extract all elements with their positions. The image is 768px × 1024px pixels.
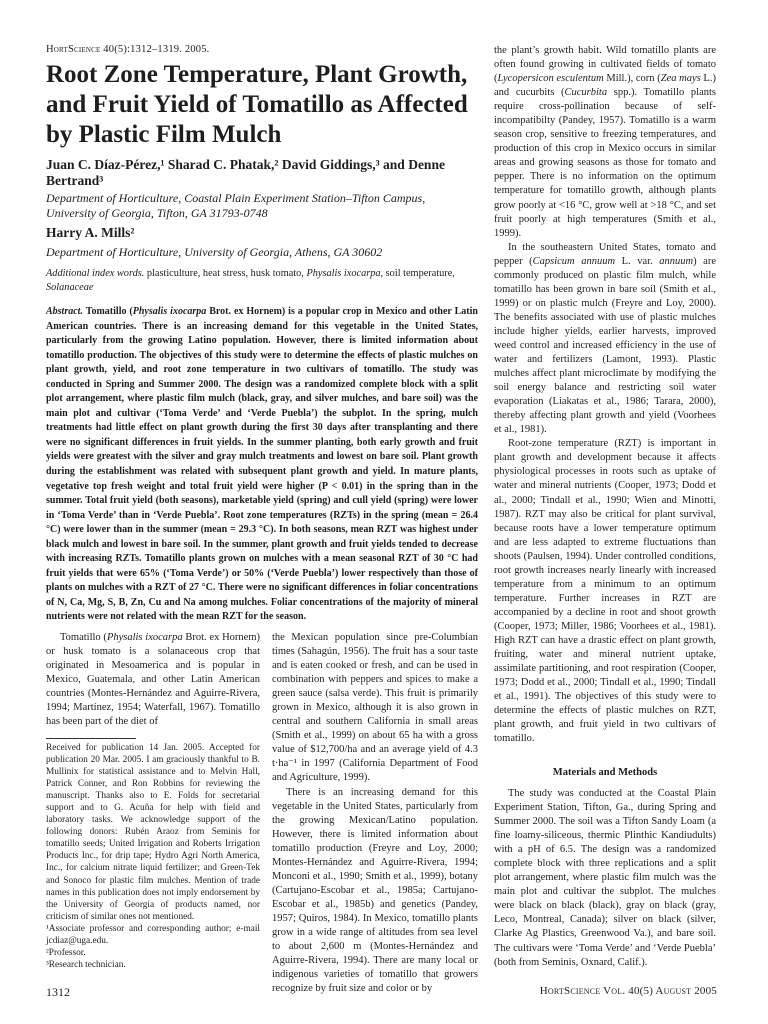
index-words-label: Additional index words. xyxy=(46,268,145,279)
footnote-divider xyxy=(46,738,136,739)
footnote-1: ¹Associate professor and corresponding author; e-mail jcdiaz@uga.edu. xyxy=(46,923,260,946)
affiliation: Department of Horticulture, Coastal Plain Experiment Station–Tifton Campus, University of Georgia, Tifton, GA 31793-0748 xyxy=(46,191,426,220)
species-name: Zea mays xyxy=(660,73,701,85)
footnote-3: ³Research technician. xyxy=(46,959,126,970)
footer-journal: HortScience Vol. 40(5) August 2005 xyxy=(539,985,717,997)
index-words xyxy=(46,267,478,295)
abstract xyxy=(46,305,478,625)
abstract-species: Physalis ixocarpa xyxy=(132,306,207,317)
species-name: Physalis ixocarpa xyxy=(106,632,183,643)
body-paragraph: Tomatillo (Physalis ixocarpa Brot. ex Hornem) or husk tomato is a solanaceous crop that originated in Mesoamerica and is popular in Mexico, Guatemala, and other Latin American countries (Montes-Hernández and Aguirre-Rivera, 1994; Martínez, 1954; Waterfall, 1967). Tomatillo has been part of the diet of xyxy=(46,632,260,728)
methods-text xyxy=(494,787,716,970)
footnote-received: Received for publication 14 Jan. 2005. Accepted for publication 20 Mar. 2005. I am graciously thankful to B. Mullinix for statistical assistance and to Melvin Hall, Patrick Conner, and Ron Robbins for reviewing the manuscript. Thanks also to E. Folds for secretarial support and to G. Acuña for help with field and laboratory tasks. We acknowledge support of the following donors: Rubén Araoz from Seminis for tomatillo seeds; United Irrigation and Roberts Irrigation Products Inc., for drip tape; Hydro Agri North America, Inc., for calcium nitrate liquid fertilizer; and Green-Tek and Sonoco for plastic film mulches. Mention of trade names in this publication does not imply endorsement by the University of Georgia of products named, nor criticism of similar ones not mentioned. xyxy=(46,743,260,922)
body-paragraph: the plant’s growth habit. Wild tomatillo plants are often found growing in cultivated fields of tomato (Lycopersicon esculentum Mill.), corn (Zea mays L.) and cucurbits (Cucurbita spp.). Tomatillo plants require cross-pollination because of self-incompatibilty (Pandey, 1957). Tomatillo is a warm season crop, sensitive to freezing temperatures, and production of this crop in Mexico occurs in similar areas and growing seasons as those for tomato and pepper. There is no information on the optimum temperature for tomatillo growth, although plants grow poorly at <16 °C, grow well at >18 °C, and set fruit poorly at high temperatures (Smith et al., 1999). xyxy=(494,45,716,239)
page-number: 1312 xyxy=(46,985,70,999)
species-name: Lycopersicon esculentum xyxy=(497,73,604,85)
body-paragraph: the Mexican population since pre-Columbian times (Sahagún, 1956). The fruit has a sour taste and is eaten cooked or fresh, and can be used in combination with peppers and spices to make a green sauce (salsa verde). This fruit is primarily grown in Mexico, although it is also grown in central and southern California in small areas (Smith et al., 1999) on about 65 ha with a gross value of $12,700/ha and an average yield of 4.3 t·ha⁻¹ in 1997 (California Department of Food and Agriculture, 1999). xyxy=(272,632,478,784)
section-heading: Materials and Methods xyxy=(552,767,658,778)
article-title: Root Zone Temperature, Plant Growth, and Fruit Yield of Tomatillo as Affected by Plastic Film Mulch xyxy=(46,61,468,148)
footnotes xyxy=(46,742,260,971)
index-words-family: Solanaceae xyxy=(46,282,94,294)
species-name: Cucurbita xyxy=(564,87,608,99)
body-paragraph: Root-zone temperature (RZT) is important in plant growth and development because it affects physiological processes in roots such as uptake of water and mineral nutrients (Cooper, 1973; Dodd et al., 2000; Tindall et al., 1990; Wien and Minotti, 1987). RZT may also be critical for plant survival, because roots have a lower temperature optimum and are less adapted to extreme fluctuations than shoots (Paulsen, 1994). Under controlled conditions, root growth increases nearly linearly with increased temperature from a minimum to an optimum temperature. Further increases in RZT are accompanied by a decline in root and shoot growth (Cooper, 1973; Miller, 1986; Voorhees et al., 1981). High RZT can have a drastic effect on plant growth, fruiting, water and mineral nutrient uptake, assimilate partitioning, and root respiration (Cooper, 1973; Dodd et al., 2000; Tindall et al., 1990; Tindall et al., 1991). The objectives of this study were to determine the effects of plastic mulches on RZT, plant growth, and fruit yield in two cultivars of tomatillo. xyxy=(494,438,716,745)
author-list-secondary: Harry A. Mills² xyxy=(46,225,135,240)
index-words-text: , soil temperature, xyxy=(380,268,455,279)
affiliation-secondary: Department of Horticulture, University of Georgia, Athens, GA 30602 xyxy=(46,245,383,259)
body-paragraph: The study was conducted at the Coastal Plain Experiment Station, Tifton, Ga., during Spring and Summer 2000. The soil was a Tifton Sandy Loam (a fine loamy-siliceous, thermic Plinthic Kandiudults) with a pH of 6.5. The design was a randomized complete block with three replications and a split plot arrangement, where plastic film mulch was the main plot and cultivar the subplot. The mulches were black on black (black), gray on black (gray, Leco, Montreal, Canada); silver on black (silver, Clarke Ag Plastics, Greenwood Va.), and bare soil. The cultivars were ‘Toma Verde’ and ‘Verde Puebla’ (both from Seminis, Oxnard, Calif.). xyxy=(494,788,716,968)
body-paragraph: In the southeastern United States, tomato and pepper (Capsicum annuum L. var. annuum) are commonly produced on plastic film mulch, while tomatillo has been grown in bare soil (Smith et al., 1999) or on plastic mulch (Freyre and Loy, 2000). The benefits associated with use of plastic mulches include higher yields, earlier harvests, improved weed control and increased efficiency in the use of water and fertilizers (Lamont, 1993). Plastic mulches affect plant microclimate by modifying the soil energy balance and restricting soil water evaporation (Liakatas et al., 1986; Tarara, 2000), thereby affecting plant growth and yield (Voorhees et al., 1981). xyxy=(494,241,716,436)
index-words-text: plasticulture, heat stress, husk tomato, xyxy=(144,268,307,279)
running-head: HortScience 40(5):1312–1319. 2005. xyxy=(46,44,210,55)
abstract-text: Brot. ex Hornem) is a popular crop in Mexico and other Latin American countries. There is an increasing demand for this vegetable in the United States, particularly from the growing Latino population. However, there is limited information about tomatillo production. The objectives of this study were to determine the effects of plastic mulches on plant growth, yield, and root zone temperature in two cultivars of tomatillo. The study was conducted in Spring and Summer 2000. The design was a randomized complete block with a split plot arrangement, where plastic film mulch (black, gray, and silver mulches, and bare soil) was the main plot and cultivar (‘Toma Verde’ and ‘Verde Puebla’) the subplot. In the spring, mulch treatments had little effect on plant growth during the first 30 days after transplanting and there were no significant differences in fruit yields. In the summer planting, both early growth and fruit yields were greatest with the silver and gray mulch treatments and lowest on bare soil. Plant growth during the establishment was related with subsequent plant growth and yield. In mature plants, vegetative top fresh weight and total fruit yield were higher (P < 0.01) in the spring than in the summer. Total fruit yield (both seasons), marketable yield (spring) and cull yield (spring) were lower in ‘Toma Verde’ than in ‘Verde Puebla’. Root zone temperatures (RZTs) in the spring (mean = 26.4 °C) were lower than in the summer (mean = 29.3 °C). In both seasons, mean RZT was highest under black mulch and lowest in bare soil. In the summer, plant growth and fruit yields tended to decrease with increasing RZTs. Tomatillo plants grown on mulches with a mean seasonal RZT of 30 °C had fruit yields that were 65% (‘Toma Verde’) or 50% (‘Verde Puebla’) lower respectively than those of plants on mulches with a RZT of 27 °C. There were no significant differences in foliar concentrations of N, Ca, Mg, S, B, Zn, Cu and Na among mulches. Foliar concentrations of the majority of mineral nutrients were not related with the mean RZT for the season. xyxy=(46,306,478,623)
species-name: Capsicum annuum xyxy=(532,255,616,267)
index-words-species: Physalis ixocarpa xyxy=(306,268,381,279)
body-column-2 xyxy=(272,631,478,996)
footnote-2: ²Professor. xyxy=(46,947,86,958)
abstract-text: Tomatillo ( xyxy=(82,306,133,317)
body-paragraph: There is an increasing demand for this vegetable in the United States, particularly from the growing Mexican/Latino population. However, there is limited information about tomatillo production (Freyre and Loy, 2000; Montes-Hernández and Aguirre-Rivera, 1994; Monconi et al., 1990; Smith et al., 1999), botany (Cartujano-Escobar et al., 1985a; Cartujano-Escobar et al., 1985b) and genetics (Pandey, 1957; Quiros, 1984). In Mexico, tomatillo plants grow in a wide range of altitudes from sea level to about 2,600 m (Montes-Hernández and Aguirre-Rivera, 1994). There are many local or indigenous varieties of tomatillo that growers recognize by fruit size and color or by xyxy=(272,786,478,995)
author-list: Juan C. Díaz-Pérez,¹ Sharad C. Phatak,² David Giddings,³ and Denne Bertrand³ xyxy=(46,157,445,188)
abstract-label: Abstract. xyxy=(46,306,83,317)
body-column-3 xyxy=(494,44,716,746)
species-name: annuum xyxy=(659,255,694,267)
body-column-1 xyxy=(46,631,260,729)
